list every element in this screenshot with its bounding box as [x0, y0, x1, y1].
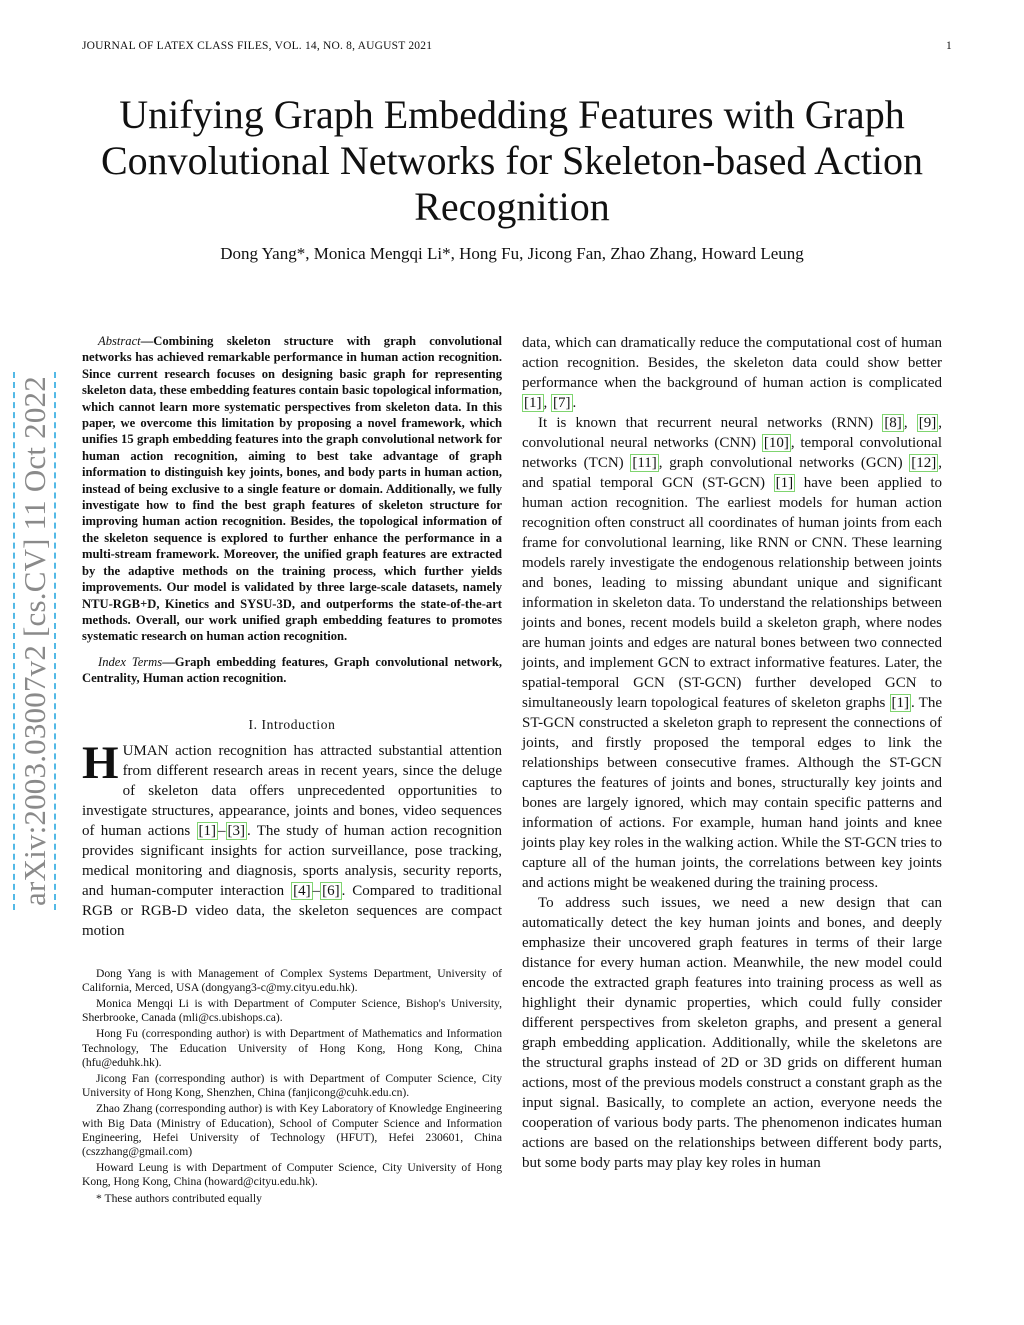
citation-link[interactable]: [1] — [891, 695, 910, 711]
body-text: , — [543, 395, 551, 411]
footnote: Hong Fu (corresponding author) is with Department of Mathematics and Information Technology, The Education University of Hong Kong, Hong Kong, China (hfu@eduhk.hk). — [82, 1027, 502, 1069]
citation-link[interactable]: [4] — [293, 882, 311, 899]
intro-text: UMAN action recognition has attracted substantial attention from different research areas in recent years, since the deluge of skeleton data offers unprecedented opportunities to investigate structures, appearance, joints and bones, video sequences of human actions — [82, 742, 502, 839]
paper-title: Unifying Graph Embedding Features with Graph Convolutional Networks for Skeleton-based Action Recognition — [100, 92, 924, 229]
footnote: Jicong Fan (corresponding author) is with Department of Computer Science, City University of Hong Kong, Shenzhen, China (fanjicong@cuhk.edu.cn). — [82, 1071, 502, 1100]
right-column — [522, 333, 942, 1173]
affiliation-footnotes — [82, 967, 502, 1206]
citation-link[interactable]: [7] — [553, 395, 571, 411]
citation-link[interactable]: [8] — [884, 415, 902, 431]
index-terms-label: Index Terms — [98, 654, 163, 669]
body-text: have been applied to human action recognition. The earliest models for human action recognition often construct all coordinates of human joints from each frame for convolutional learning, like RNN or CNN. These learning models rarely investigate the endogenous relationship between joints and bones, leading to missing abundant unique and significant information in skeleton data. To understand the relationships between joints and bones, recent models build a skeleton graph, where nodes are human joints and edges are natural bones between two connected joints, and implement GCN to extract informative features. Later, the spatial-temporal GCN (ST-GCN) further developed GCN to simultaneously learn topological features of skeleton graphs — [522, 475, 942, 711]
body-paragraph — [522, 333, 942, 413]
intro-text: . Compared to traditional RGB or RGB-D video data, the skeleton sequences are compact motion — [82, 882, 502, 939]
citation-link[interactable]: [3] — [227, 822, 246, 839]
citation-link[interactable]: [10] — [763, 435, 789, 451]
citation-link[interactable]: [6] — [322, 882, 340, 899]
citation-link[interactable]: [11] — [632, 455, 657, 471]
footnote: Monica Mengqi Li is with Department of Computer Science, Bishop's University, Sherbrooke, Canada (mli@cs.ubishops.ca). — [82, 996, 502, 1025]
citation-link[interactable]: [1] — [198, 822, 217, 839]
body-paragraph: To address such issues, we need a new design that can automatically detect the key human joints and bones, and deeply emphasize their uncovered graph features in terms of their large distance for every human action. Meanwhile, the new model could encode the extracted graph features into training process as well as highlight their dynamic properties, which could fully consider different perspectives from skeleton graphs, and present a general graph embedding application. Additionally, while the skeletons are the structural graphs instead of 2D or 3D grids on different human actions, most of the previous models construct a constant graph as the input signal. Basically, to complete an action, everyone needs the cooperation of various body parts. The phenomenon indicates human actions are based on the relationships between different body parts, but some body parts may play key roles in human — [522, 895, 942, 1171]
citation-link[interactable]: [1] — [775, 475, 794, 491]
arxiv-stamp — [12, 316, 58, 910]
author-list: Dong Yang*, Monica Mengqi Li*, Hong Fu, Jicong Fan, Zhao Zhang, Howard Leung — [220, 244, 804, 263]
drop-cap: H — [82, 736, 119, 789]
body-text: , convolutional neural networks (CNN) — [522, 415, 943, 451]
citation-link[interactable]: [9] — [918, 415, 937, 431]
abstract-label: Abstract — [98, 334, 141, 348]
intro-text: – — [312, 882, 321, 899]
body-text: . — [572, 395, 577, 411]
footnote: Dong Yang is with Management of Complex Systems Department, University of California, Merced, USA (dongyang3-c@my.cityu.edu.hk). — [82, 966, 502, 994]
arxiv-identifier[interactable]: arXiv:2003.03007v2 [cs.CV] 11 Oct 2022 — [13, 372, 56, 910]
body-paragraph — [522, 413, 942, 893]
abstract — [82, 333, 502, 645]
body-text: , temporal convolutional networks (TCN) — [522, 435, 942, 471]
section-heading-introduction: I. Introduction — [248, 716, 336, 732]
footnote: Howard Leung is with Department of Computer Science, City University of Hong Kong, Hong Kong, China (howard@cityu.edu.hk). — [82, 1161, 502, 1189]
citation-link[interactable]: [12] — [911, 455, 937, 471]
intro-text: . The study of human action recognition provides significant insights for action surveillance, pose tracking, medical monitoring and diagnosis, sports analysis, security reports, and human-computer interaction — [82, 822, 502, 899]
journal-header: JOURNAL OF LATEX CLASS FILES, VOL. 14, NO. 8, AUGUST 2021 — [82, 40, 433, 52]
abstract-text: —Combining skeleton structure with graph convolutional networks has achieved remarkable performance in human action recognition. Since current research focuses on designing basic graph for representing skeleton data, these embedding features contain basic topological information, which cannot learn more systematic perspectives from skeleton data. In this paper, we overcome this limitation by proposing a novel framework, which unifies 15 graph embedding features into the graph convolutional network for human action recognition, aiming to best take advantage of graph information to distinguish key joints, bones, and body parts in human action, instead of being exclusive to a single feature or domain. Additionally, we fully investigate how to find the best graph features of skeleton structure for improving human action recognition. Besides, the topological information of the skeleton sequence is explored to further enhance the performance in a multi-stream framework. Moreover, the unified graph features are extracted by the adaptive methods on the training process, which further yields improvements. Our model is validated by three large-scale datasets, namely NTU-RGB+D, Kinetics and SYSU-3D, and outperforms the state-of-the-art methods. Overall, our work unified graph embedding features to promotes systematic research on human action recognition. — [82, 334, 502, 644]
index-terms-text: —Graph embedding features, Graph convolutional network, Centrality, Human action recognition. — [82, 654, 502, 686]
intro-paragraph — [82, 736, 502, 941]
left-column — [82, 333, 502, 1206]
body-text: . The ST-GCN constructed a skeleton graph to represent the connections of joints, and firstly proposed the temporal edges to link the relationships between consecutive frames. Although the ST-GCN captures the features of joints and bones, structurally key joints and bones are largely ignored, which may contain specific patterns and information of actions. For example, human hand joints and knee joints play key roles in the walking action. While the ST-GCN tries to capture all of the human joints, the correlations between key joints and actions might be weakened during the training process. — [522, 695, 942, 891]
index-terms — [82, 654, 502, 687]
page-number: 1 — [946, 40, 952, 52]
footnote: Zhao Zhang (corresponding author) is with Key Laboratory of Knowledge Engineering with Big Data (Ministry of Education), School of Computer Science and Information Engineering, Hefei University of Technology (HFUT), Hefei 230601, China (cszzhang@gmail.com) — [82, 1102, 502, 1158]
intro-text: – — [218, 822, 226, 839]
citation-link[interactable]: [1] — [524, 395, 542, 411]
body-text: It is known that recurrent neural networks (RNN) — [538, 415, 883, 431]
body-text: , graph convolutional networks (GCN) — [658, 455, 910, 471]
body-text: , and spatial temporal GCN (ST-GCN) — [522, 455, 943, 491]
running-header — [82, 40, 952, 52]
body-text: data, which can dramatically reduce the computational cost of human action recognition. Besides, the skeleton data could show better performance when the background of human action is complicated — [522, 335, 942, 391]
body-text: , — [903, 415, 917, 431]
footnote-equal-contribution: * These authors contributed equally — [96, 1191, 262, 1205]
